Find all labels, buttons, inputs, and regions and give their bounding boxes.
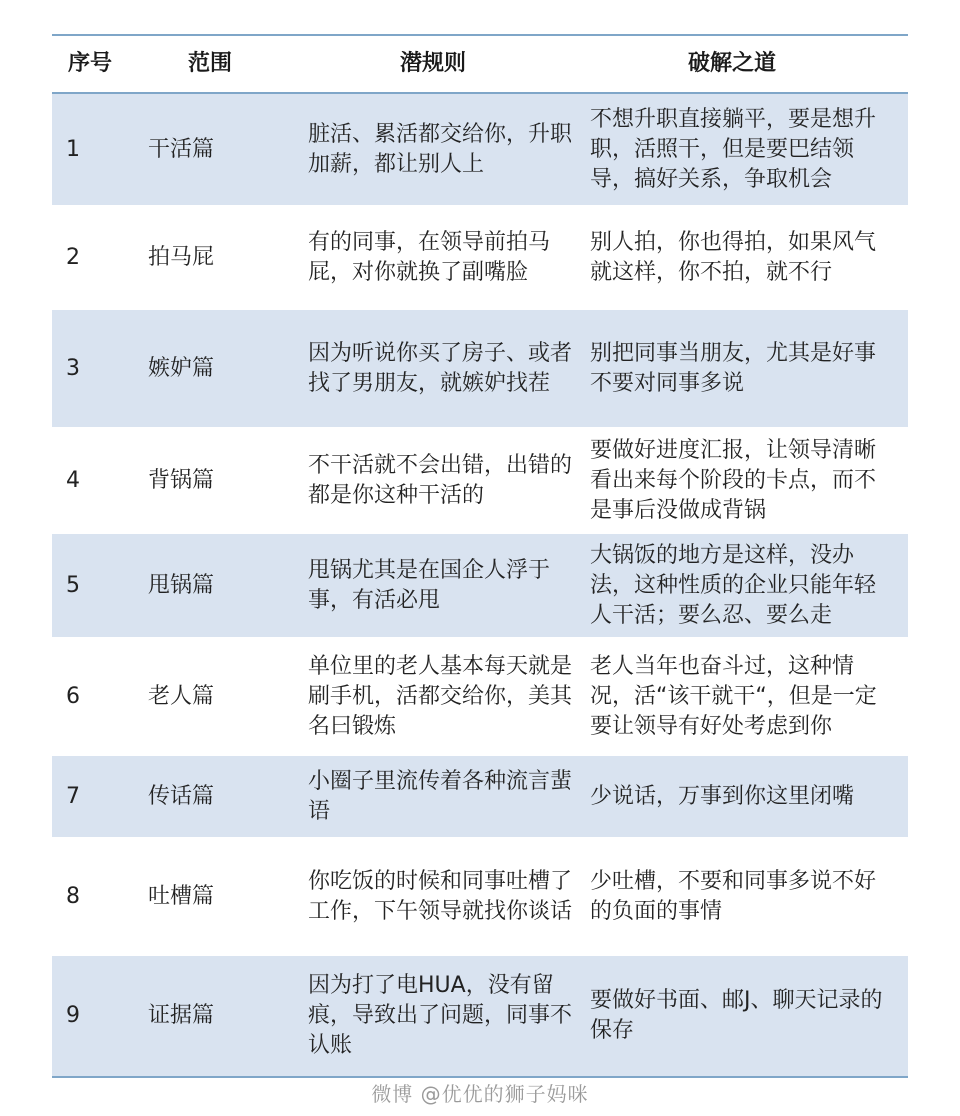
row-no: 9: [66, 1003, 80, 1028]
table-row: [52, 206, 908, 310]
row-scope: 甩锅篇: [148, 572, 215, 598]
row-fix: 老人当年也奋斗过，这种情况，活“该干就干“，但是一定要让领导有好处考虑到你: [590, 653, 877, 739]
row-no: 3: [66, 355, 80, 381]
row-scope: 证据篇: [148, 1003, 215, 1028]
row-fix: 少吐槽，不要和同事多说不好的负面的事情: [590, 868, 877, 924]
row-scope: 背锅篇: [148, 467, 215, 493]
row-rule: 不干活就不会出错，出错的都是你这种干活的: [308, 452, 573, 508]
row-rule: 甩锅尤其是在国企人浮于事，有活必甩: [308, 557, 551, 613]
row-no: 4: [66, 467, 80, 493]
row-no: 6: [66, 683, 80, 709]
row-no: 5: [66, 572, 80, 598]
header-no: 序号: [68, 51, 113, 76]
watermark: 微博 @优优的狮子妈咪: [371, 1082, 589, 1106]
row-no: 7: [66, 783, 80, 809]
header-fix: 破解之道: [688, 51, 777, 76]
row-fix: 不想升职直接躺平，要是想升职，活照干，但是要巴结领导，搞好关系，争取机会: [590, 106, 877, 192]
table-row: [52, 94, 908, 206]
row-no: 8: [66, 883, 80, 909]
row-scope: 老人篇: [148, 683, 215, 709]
table-row: [52, 310, 908, 428]
row-scope: 嫉妒篇: [148, 355, 215, 381]
row-rule: 单位里的老人基本每天就是刷手机，活都交给你，美其名曰锻炼: [308, 653, 573, 739]
row-scope: 吐槽篇: [148, 883, 215, 909]
table-header: [52, 36, 908, 94]
row-rule: 因为听说你买了房子、或者找了男朋友，就嫉妒找茬: [308, 340, 573, 396]
row-scope: 干活篇: [148, 136, 215, 162]
row-rule: 有的同事，在领导前拍马屁，对你就换了副嘴脸: [308, 229, 551, 285]
header-scope: 范围: [188, 51, 233, 76]
table-row: [52, 956, 908, 1076]
row-rule: 小圈子里流传着各种流言蜚语: [308, 768, 573, 824]
row-rule: 你吃饭的时候和同事吐槽了工作，下午领导就找你谈话: [308, 868, 573, 924]
row-fix: 少说话，万事到你这里闭嘴: [590, 783, 855, 809]
table-row: [52, 838, 908, 956]
row-rule: 因为打了电HUA，没有留痕，导致出了问题，同事不认账: [308, 973, 573, 1058]
table-row: [52, 534, 908, 638]
row-scope: 拍马屁: [148, 244, 215, 270]
row-fix: 别人拍，你也得拍，如果风气就这样，你不拍，就不行: [590, 229, 877, 285]
row-fix: 别把同事当朋友，尤其是好事不要对同事多说: [590, 340, 877, 396]
table-row: [52, 428, 908, 534]
row-fix: 大锅饭的地方是这样，没办法，这种性质的企业只能年轻人干活；要么忍、要么走: [590, 542, 877, 628]
row-fix: 要做好书面、邮J、聊天记录的保存: [590, 988, 883, 1043]
table-row: [52, 756, 908, 838]
row-no: 1: [66, 136, 80, 162]
row-rule: 脏活、累活都交给你，升职加薪，都让别人上: [308, 121, 573, 177]
header-rule: 潜规则: [400, 51, 467, 76]
rules-table: [52, 34, 908, 1078]
row-scope: 传话篇: [148, 783, 215, 809]
row-fix: 要做好进度汇报，让领导清晰看出来每个阶段的卡点，而不是事后没做成背锅: [590, 437, 877, 523]
row-no: 2: [66, 244, 80, 270]
table-row: [52, 638, 908, 756]
